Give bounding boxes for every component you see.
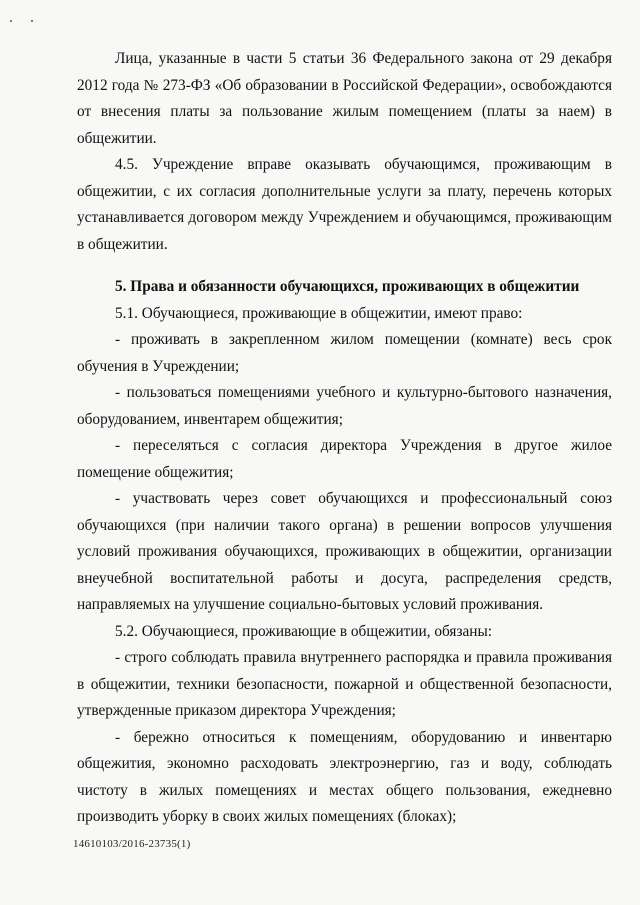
paragraph-4-5: 4.5. Учреждение вправе оказывать обучающимся, проживающим в общежитии, с их согласия дополнительные услуги за плату, перечень которых устанавливается договором между Учреждением и обучающимся, проживающим в общежитии. — [77, 156, 612, 253]
document-body — [77, 46, 612, 831]
paragraph-5-2: 5.2. Обучающиеся, проживающие в общежитии, обязаны: — [115, 622, 492, 640]
paragraph-exemption: Лица, указанные в части 5 статьи 36 Федерального закона от 29 декабря 2012 года № 273-ФЗ «Об образовании в Российской Федерации», освобождаются от внесения платы за пользование жилым помещением (платы за наем) в общежитии. — [77, 50, 612, 147]
list-item-duty-care: - бережно относиться к помещениям, оборудованию и инвентарю общежития, экономно расходовать электроэнергию, газ и воду, соблюдать чистоту в жилых помещениях и местах общего пользования, ежедневно производить уборку в своих жилых помещениях (блоках); — [77, 728, 612, 825]
scan-speck — [10, 20, 12, 22]
scan-speck — [31, 20, 33, 22]
section-heading: 5. Права и обязанности обучающихся, проживающих в общежитии — [115, 278, 580, 295]
list-item-right-relocation: - переселяться с согласия директора Учреждения в другое жилое помещение общежития; — [77, 437, 612, 481]
paragraph-5-1: 5.1. Обучающиеся, проживающие в общежитии, имеют право: — [115, 304, 523, 322]
list-item-right-participation: - участвовать через совет обучающихся и профессиональный союз обучающихся (при наличии такого органа) в решении вопросов улучшения условий проживания обучающихся, проживающих в общежитии, организации внеучебной воспитательной работы и досуга, распределения средств, направляемых на улучшение социально-бытовых условий проживания. — [77, 490, 612, 613]
list-item-right-facilities: - пользоваться помещениями учебного и культурно-бытового назначения, оборудованием, инвентарем общежития; — [77, 384, 612, 428]
document-registration-code: 14610103/2016-23735(1) — [73, 838, 191, 850]
list-item-duty-rules: - строго соблюдать правила внутреннего распорядка и правила проживания в общежитии, техники безопасности, пожарной и общественной безопасности, утвержденные приказом директора Учреждения; — [77, 649, 612, 719]
list-item-right-residence: - проживать в закрепленном жилом помещении (комнате) весь срок обучения в Учреждении; — [77, 331, 612, 375]
